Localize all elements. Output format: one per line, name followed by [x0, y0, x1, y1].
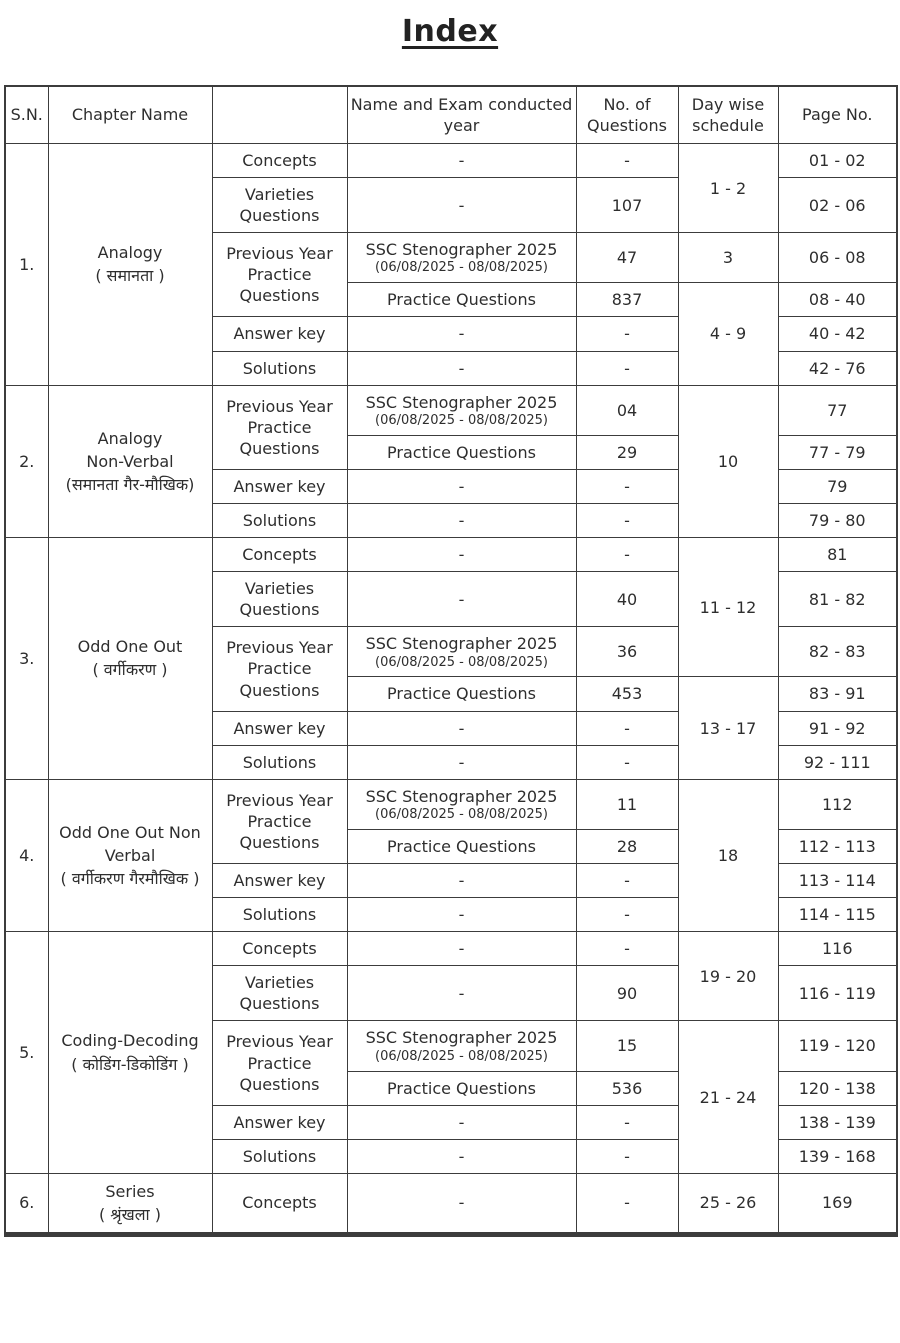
page-cell: 77 - 79 — [778, 435, 897, 469]
exam-title: SSC Stenographer 2025 — [365, 240, 558, 260]
questions-cell: 107 — [576, 178, 678, 233]
page-cell: 116 - 119 — [778, 966, 897, 1021]
section-cell: Varieties Questions — [212, 572, 347, 627]
page-cell: 82 - 83 — [778, 627, 897, 677]
section-cell: Varieties Questions — [212, 966, 347, 1021]
table-row — [5, 538, 897, 572]
exam-cell: - — [347, 1173, 576, 1234]
questions-cell: - — [576, 745, 678, 779]
section-cell: Answer key — [212, 317, 347, 351]
page-title: Index — [401, 14, 499, 49]
questions-cell: - — [576, 317, 678, 351]
day-cell: 13 - 17 — [678, 677, 778, 779]
questions-cell: - — [576, 538, 678, 572]
index-table-body — [5, 144, 897, 1235]
exam-cell: - — [347, 1139, 576, 1173]
questions-cell: 536 — [576, 1071, 678, 1105]
day-cell: 25 - 26 — [678, 1173, 778, 1234]
page-cell: 112 — [778, 779, 897, 829]
exam-title: SSC Stenographer 2025 — [365, 1028, 558, 1048]
exam-cell: Practice Questions — [347, 829, 576, 863]
page-cell: 81 - 82 — [778, 572, 897, 627]
table-row — [5, 779, 897, 829]
exam-cell: - — [347, 503, 576, 537]
exam-cell: - — [347, 144, 576, 178]
questions-cell: - — [576, 503, 678, 537]
questions-cell: - — [576, 1173, 678, 1234]
chapter-name-line: Odd One Out — [77, 637, 183, 657]
chapter-name-line: ( वर्गीकरण ) — [92, 660, 168, 680]
exam-cell: - — [347, 572, 576, 627]
exam-cell: - — [347, 966, 576, 1021]
page-cell: 113 - 114 — [778, 863, 897, 897]
exam-dates: (06/08/2025 - 08/08/2025) — [375, 412, 548, 428]
exam-cell: - — [347, 932, 576, 966]
questions-cell: 47 — [576, 233, 678, 283]
page-cell: 92 - 111 — [778, 745, 897, 779]
section-cell: Solutions — [212, 503, 347, 537]
section-cell: Answer key — [212, 863, 347, 897]
sn-cell: 4. — [5, 779, 48, 931]
page-cell: 02 - 06 — [778, 178, 897, 233]
exam-title: SSC Stenographer 2025 — [365, 392, 558, 412]
page-cell: 01 - 02 — [778, 144, 897, 178]
questions-cell: 40 — [576, 572, 678, 627]
exam-cell: - — [347, 898, 576, 932]
exam-title: SSC Stenographer 2025 — [365, 634, 558, 654]
exam-dates: (06/08/2025 - 08/08/2025) — [375, 1048, 548, 1064]
table-row — [5, 144, 897, 178]
questions-cell: 453 — [576, 677, 678, 711]
page-cell: 138 - 139 — [778, 1105, 897, 1139]
chapter-name-line: Coding-Decoding — [61, 1031, 199, 1051]
header-page-no: Page No. — [778, 86, 897, 144]
exam-cell: - — [347, 538, 576, 572]
exam-cell — [347, 385, 576, 435]
table-row — [5, 1173, 897, 1234]
sn-cell: 1. — [5, 144, 48, 386]
chapter-name-line: Series — [105, 1181, 155, 1201]
exam-title: SSC Stenographer 2025 — [365, 786, 558, 806]
questions-cell: - — [576, 351, 678, 385]
exam-cell: - — [347, 469, 576, 503]
exam-cell — [347, 233, 576, 283]
questions-cell: 28 — [576, 829, 678, 863]
section-cell: Concepts — [212, 538, 347, 572]
chapter-name-cell — [48, 932, 212, 1174]
section-cell: Solutions — [212, 351, 347, 385]
section-cell: Solutions — [212, 898, 347, 932]
page-cell: 77 — [778, 385, 897, 435]
page-cell: 120 - 138 — [778, 1071, 897, 1105]
questions-cell: - — [576, 1105, 678, 1139]
page-cell: 119 - 120 — [778, 1021, 897, 1071]
sn-cell: 3. — [5, 538, 48, 780]
exam-cell — [347, 627, 576, 677]
exam-cell: - — [347, 317, 576, 351]
exam-cell: Practice Questions — [347, 677, 576, 711]
page-cell: 81 — [778, 538, 897, 572]
header-exam: Name and Exam conducted year — [347, 86, 576, 144]
questions-cell: - — [576, 711, 678, 745]
header-chapter-name: Chapter Name — [48, 86, 212, 144]
questions-cell: 837 — [576, 283, 678, 317]
questions-cell: - — [576, 863, 678, 897]
header-section — [212, 86, 347, 144]
questions-cell: 90 — [576, 966, 678, 1021]
day-cell: 4 - 9 — [678, 283, 778, 385]
chapter-name-line: Analogy — [97, 243, 163, 263]
chapter-name-line: ( श्रृंखला ) — [98, 1205, 162, 1225]
section-cell: Previous Year Practice Questions — [212, 1021, 347, 1105]
questions-cell: 15 — [576, 1021, 678, 1071]
exam-cell: Practice Questions — [347, 1071, 576, 1105]
table-row — [5, 385, 897, 435]
page-cell: 116 — [778, 932, 897, 966]
section-cell: Varieties Questions — [212, 178, 347, 233]
exam-cell: - — [347, 711, 576, 745]
page-cell: 42 - 76 — [778, 351, 897, 385]
chapter-name-line: ( समानता ) — [95, 266, 165, 286]
exam-cell: - — [347, 1105, 576, 1139]
chapter-name-line: ( वर्गीकरण गैरमौखिक ) — [60, 869, 200, 889]
exam-cell — [347, 779, 576, 829]
exam-cell: Practice Questions — [347, 283, 576, 317]
day-cell: 10 — [678, 385, 778, 537]
day-cell: 3 — [678, 233, 778, 283]
section-cell: Solutions — [212, 1139, 347, 1173]
header-questions: No. of Questions — [576, 86, 678, 144]
chapter-name-line: Odd One Out Non — [59, 822, 201, 842]
page-cell: 79 — [778, 469, 897, 503]
sn-cell: 2. — [5, 385, 48, 537]
chapter-name-cell — [48, 779, 212, 931]
exam-cell: - — [347, 745, 576, 779]
page-cell: 112 - 113 — [778, 829, 897, 863]
chapter-name-cell — [48, 1173, 212, 1234]
page-cell: 91 - 92 — [778, 711, 897, 745]
page-cell: 79 - 80 — [778, 503, 897, 537]
exam-cell: - — [347, 178, 576, 233]
day-cell: 21 - 24 — [678, 1021, 778, 1173]
chapter-name-cell — [48, 538, 212, 780]
page-cell: 169 — [778, 1173, 897, 1234]
section-cell: Previous Year Practice Questions — [212, 385, 347, 469]
questions-cell: - — [576, 932, 678, 966]
exam-cell: Practice Questions — [347, 435, 576, 469]
page-cell: 83 - 91 — [778, 677, 897, 711]
chapter-name-cell — [48, 385, 212, 537]
section-cell: Answer key — [212, 711, 347, 745]
page-cell: 06 - 08 — [778, 233, 897, 283]
day-cell: 19 - 20 — [678, 932, 778, 1021]
sn-cell: 5. — [5, 932, 48, 1174]
header-row — [5, 86, 897, 144]
sn-cell: 6. — [5, 1173, 48, 1234]
exam-dates: (06/08/2025 - 08/08/2025) — [375, 260, 548, 276]
section-cell: Previous Year Practice Questions — [212, 627, 347, 711]
questions-cell: 04 — [576, 385, 678, 435]
table-row — [5, 932, 897, 966]
day-cell: 1 - 2 — [678, 144, 778, 233]
questions-cell: - — [576, 469, 678, 503]
page-cell: 08 - 40 — [778, 283, 897, 317]
page-cell: 40 - 42 — [778, 317, 897, 351]
section-cell: Previous Year Practice Questions — [212, 233, 347, 317]
day-cell: 18 — [678, 779, 778, 931]
questions-cell: 36 — [576, 627, 678, 677]
page-cell: 139 - 168 — [778, 1139, 897, 1173]
questions-cell: - — [576, 1139, 678, 1173]
questions-cell: - — [576, 898, 678, 932]
exam-cell: - — [347, 351, 576, 385]
chapter-name-line: Analogy — [97, 428, 163, 448]
questions-cell: 29 — [576, 435, 678, 469]
exam-cell — [347, 1021, 576, 1071]
section-cell: Answer key — [212, 1105, 347, 1139]
section-cell: Answer key — [212, 469, 347, 503]
chapter-name-line: Non-Verbal — [86, 451, 174, 471]
exam-cell: - — [347, 863, 576, 897]
section-cell: Concepts — [212, 1173, 347, 1234]
chapter-name-line: Verbal — [104, 845, 156, 865]
questions-cell: - — [576, 144, 678, 178]
chapter-name-cell — [48, 144, 212, 386]
chapter-name-line: (समानता गैर-मौखिक) — [65, 474, 195, 494]
index-table — [4, 85, 898, 1237]
section-cell: Previous Year Practice Questions — [212, 779, 347, 863]
page-cell: 114 - 115 — [778, 898, 897, 932]
section-cell: Concepts — [212, 144, 347, 178]
exam-dates: (06/08/2025 - 08/08/2025) — [375, 806, 548, 822]
exam-dates: (06/08/2025 - 08/08/2025) — [375, 654, 548, 670]
section-cell: Concepts — [212, 932, 347, 966]
questions-cell: 11 — [576, 779, 678, 829]
section-cell: Solutions — [212, 745, 347, 779]
header-sn: S.N. — [5, 86, 48, 144]
day-cell: 11 - 12 — [678, 538, 778, 677]
chapter-name-line: ( कोडिंग-डिकोडिंग ) — [71, 1054, 189, 1074]
header-day-schedule: Day wise schedule — [678, 86, 778, 144]
